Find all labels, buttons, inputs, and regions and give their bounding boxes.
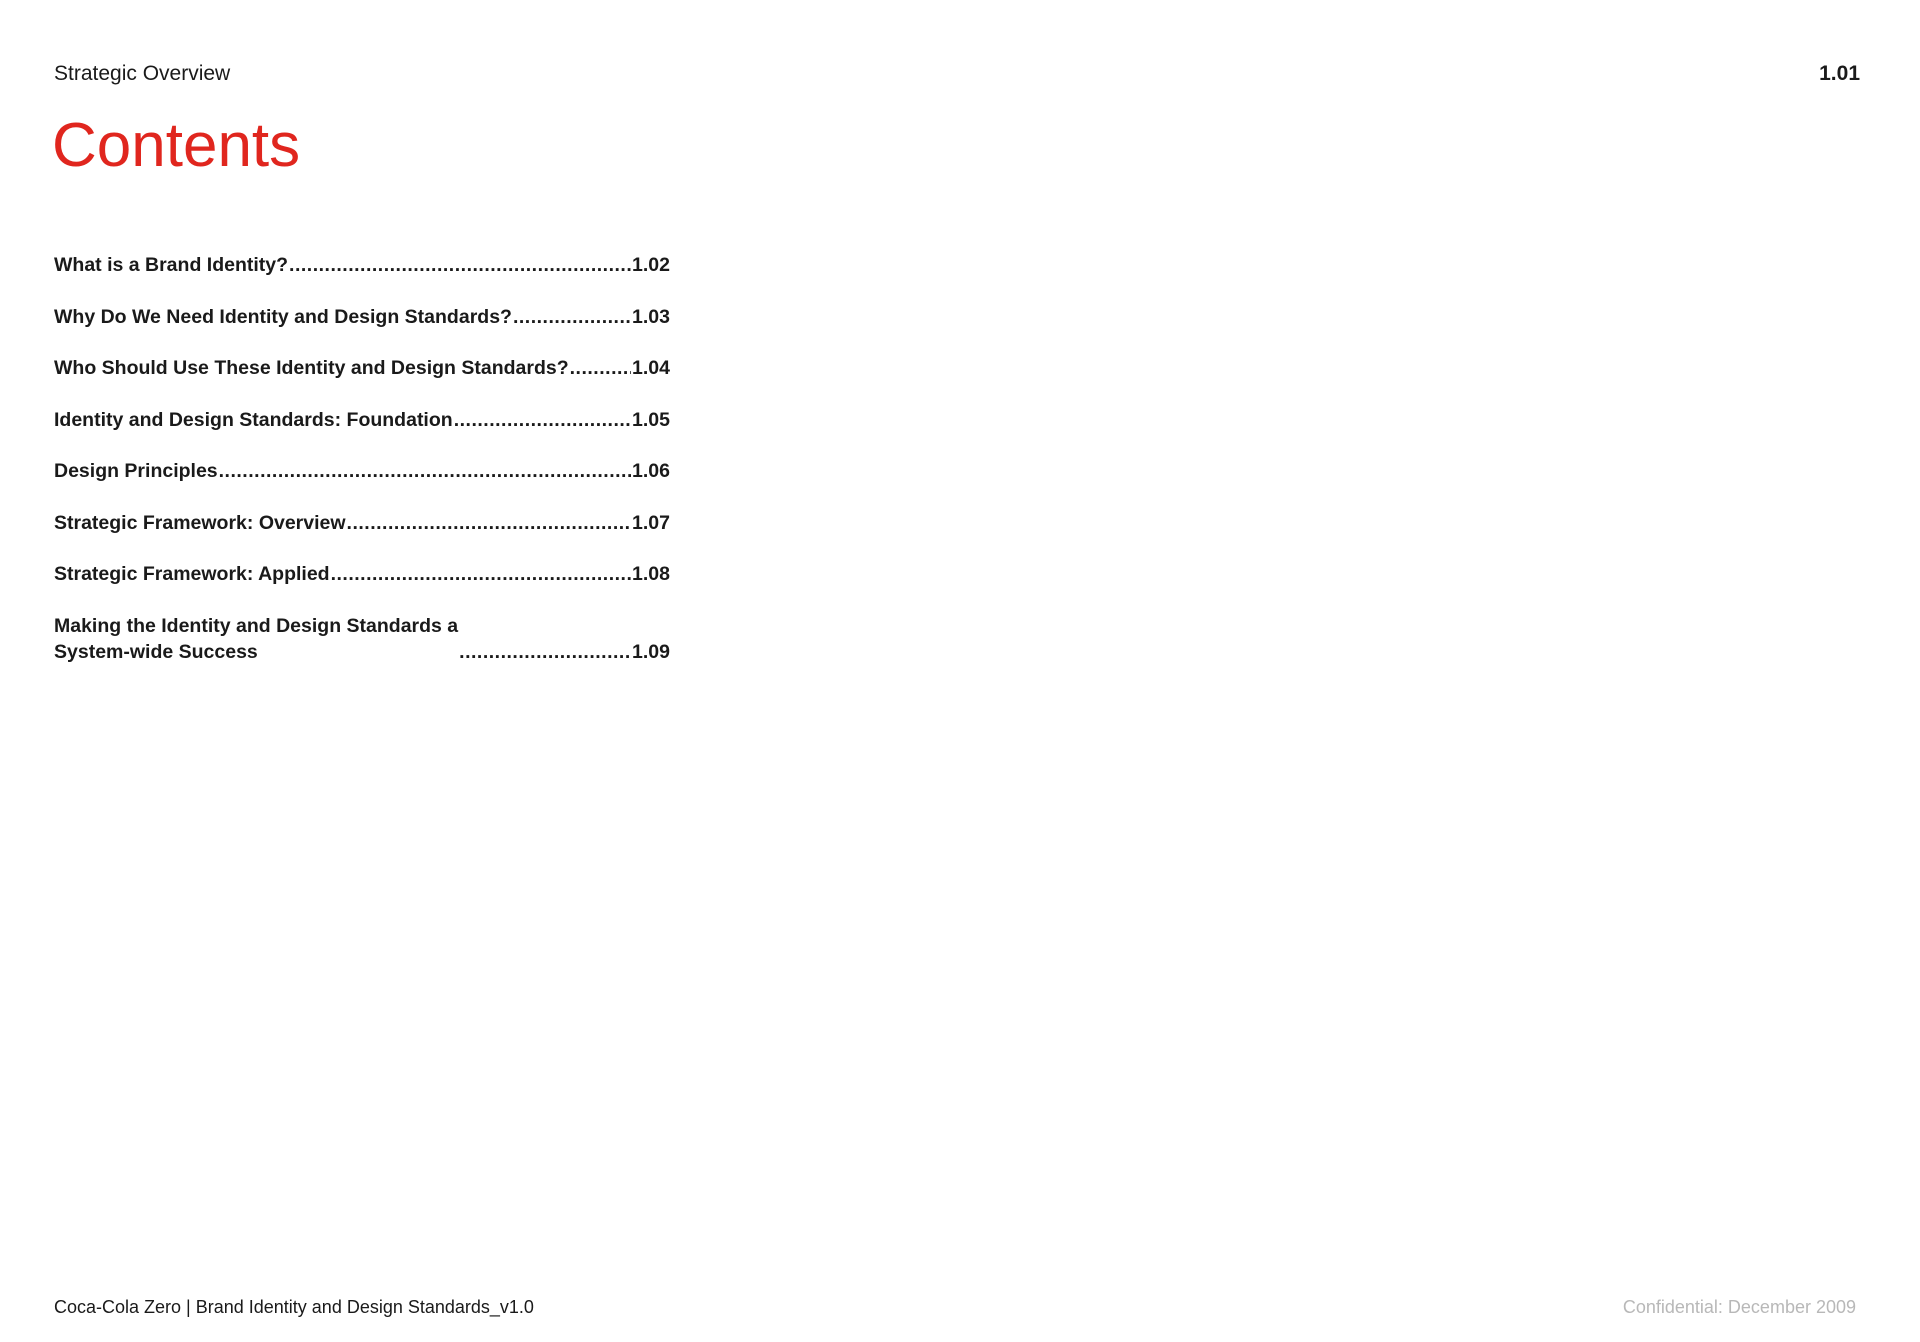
table-of-contents [54,252,670,690]
toc-item-label: Why Do We Need Identity and Design Standards? [54,305,512,328]
toc-dot-leader [347,510,632,536]
toc-dot-leader [331,561,631,587]
toc-item-label: Strategic Framework: Overview [54,511,346,534]
toc-dot-leader [289,252,631,278]
toc-item-label-line2: System-wide Success [54,640,258,663]
toc-item-label: Who Should Use These Identity and Design Standards? [54,357,569,379]
toc-item-brand-identity[interactable] [54,252,670,278]
toc-item-page: 1.04 [632,357,670,379]
toc-item-page: 1.08 [632,563,670,585]
toc-item-who-should-use[interactable] [54,355,670,381]
toc-item-page: 1.02 [632,254,670,276]
toc-item-framework-applied[interactable] [54,561,670,587]
toc-dot-leader [454,407,631,433]
toc-item-label [54,613,458,665]
page-title: Contents [52,111,301,180]
toc-item-why-standards[interactable] [54,304,670,330]
toc-item-label: Identity and Design Standards: Foundation [54,408,453,431]
toc-dot-leader [219,458,631,484]
toc-item-foundation[interactable] [54,407,670,433]
toc-item-label: Design Principles [54,460,218,482]
footer-confidential-notice: Confidential: December 2009 [1622,1297,1856,1317]
toc-dot-leader [570,355,631,381]
toc-dot-leader [513,304,631,330]
toc-item-design-principles[interactable] [54,458,670,484]
toc-item-system-wide-success[interactable] [54,613,670,665]
toc-item-label-line1: Making the Identity and Design Standards a [54,614,459,637]
toc-item-page: 1.05 [632,408,670,431]
toc-dot-leader [459,639,631,665]
footer-document-title: Coca-Cola Zero | Brand Identity and Design Standards_v1.0 [54,1297,534,1317]
section-label: Strategic Overview [54,62,231,85]
page-number: 1.01 [1819,62,1860,85]
toc-item-framework-overview[interactable] [54,510,670,536]
toc-item-page: 1.07 [632,511,670,534]
toc-item-page: 1.06 [632,460,670,482]
toc-item-page: 1.09 [632,640,670,663]
toc-item-label: Strategic Framework: Applied [54,563,330,585]
toc-item-label: What is a Brand Identity? [54,254,289,276]
toc-item-page: 1.03 [632,305,670,328]
